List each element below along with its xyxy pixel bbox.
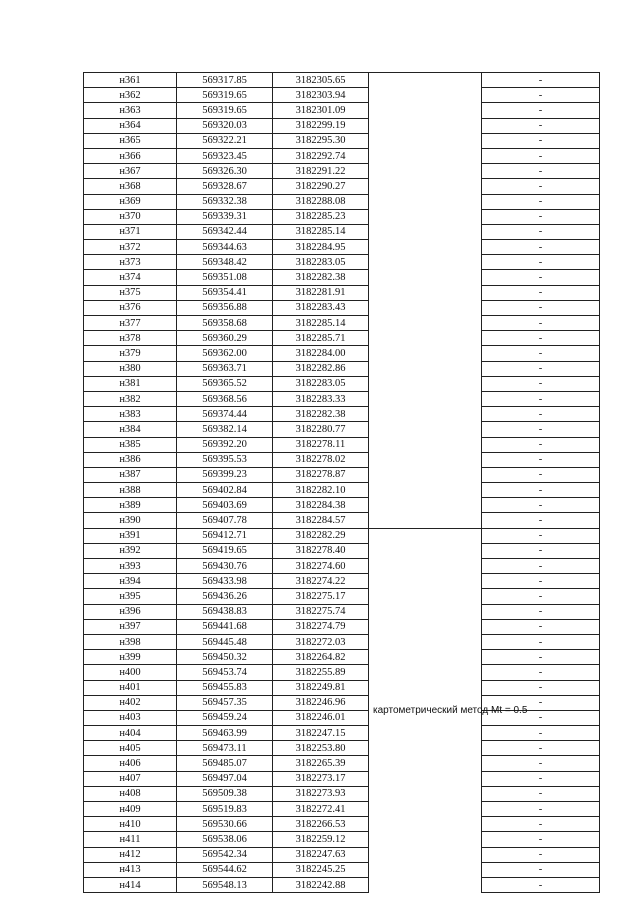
accuracy-cell: - <box>482 741 600 756</box>
y-coordinate-cell: 3182265.39 <box>273 756 369 771</box>
x-coordinate-cell: 569332.38 <box>177 194 273 209</box>
accuracy-cell: - <box>482 452 600 467</box>
point-id-cell: н365 <box>84 133 177 148</box>
accuracy-cell: - <box>482 877 600 892</box>
y-coordinate-cell: 3182292.74 <box>273 148 369 163</box>
point-id-cell: н403 <box>84 710 177 725</box>
point-id-cell: н411 <box>84 832 177 847</box>
table-row <box>84 771 600 786</box>
point-id-cell: н371 <box>84 224 177 239</box>
y-coordinate-cell: 3182281.91 <box>273 285 369 300</box>
accuracy-cell: - <box>482 224 600 239</box>
x-coordinate-cell: 569356.88 <box>177 300 273 315</box>
accuracy-cell: - <box>482 634 600 649</box>
x-coordinate-cell: 569344.63 <box>177 240 273 255</box>
accuracy-cell: - <box>482 695 600 710</box>
y-coordinate-cell: 3182283.33 <box>273 391 369 406</box>
y-coordinate-cell: 3182284.00 <box>273 346 369 361</box>
accuracy-cell: - <box>482 391 600 406</box>
accuracy-cell: - <box>482 407 600 422</box>
point-id-cell: н393 <box>84 559 177 574</box>
y-coordinate-cell: 3182285.14 <box>273 224 369 239</box>
table-row <box>84 118 600 133</box>
y-coordinate-cell: 3182245.25 <box>273 862 369 877</box>
table-row <box>84 224 600 239</box>
table-row <box>84 634 600 649</box>
table-row <box>84 650 600 665</box>
y-coordinate-cell: 3182278.11 <box>273 437 369 452</box>
x-coordinate-cell: 569363.71 <box>177 361 273 376</box>
x-coordinate-cell: 569544.62 <box>177 862 273 877</box>
x-coordinate-cell: 569473.11 <box>177 741 273 756</box>
coordinates-table-body <box>84 73 600 893</box>
y-coordinate-cell: 3182274.22 <box>273 574 369 589</box>
x-coordinate-cell: 569403.69 <box>177 498 273 513</box>
point-id-cell: н370 <box>84 209 177 224</box>
accuracy-cell: - <box>482 88 600 103</box>
y-coordinate-cell: 3182274.79 <box>273 619 369 634</box>
accuracy-cell: - <box>482 726 600 741</box>
y-coordinate-cell: 3182246.01 <box>273 710 369 725</box>
x-coordinate-cell: 569530.66 <box>177 817 273 832</box>
point-id-cell: н413 <box>84 862 177 877</box>
table-row <box>84 543 600 558</box>
y-coordinate-cell: 3182284.95 <box>273 240 369 255</box>
table-row <box>84 209 600 224</box>
y-coordinate-cell: 3182255.89 <box>273 665 369 680</box>
y-coordinate-cell: 3182249.81 <box>273 680 369 695</box>
y-coordinate-cell: 3182272.03 <box>273 634 369 649</box>
method-cell-upper <box>369 73 482 529</box>
x-coordinate-cell: 569392.20 <box>177 437 273 452</box>
table-row <box>84 726 600 741</box>
x-coordinate-cell: 569430.76 <box>177 559 273 574</box>
point-id-cell: н384 <box>84 422 177 437</box>
x-coordinate-cell: 569453.74 <box>177 665 273 680</box>
accuracy-cell: - <box>482 73 600 88</box>
point-id-cell: н399 <box>84 650 177 665</box>
point-id-cell: н410 <box>84 817 177 832</box>
x-coordinate-cell: 569395.53 <box>177 452 273 467</box>
accuracy-cell: - <box>482 194 600 209</box>
accuracy-cell: - <box>482 300 600 315</box>
accuracy-cell: - <box>482 346 600 361</box>
accuracy-cell: - <box>482 270 600 285</box>
point-id-cell: н378 <box>84 331 177 346</box>
accuracy-cell: - <box>482 513 600 528</box>
accuracy-cell: - <box>482 543 600 558</box>
x-coordinate-cell: 569548.13 <box>177 877 273 892</box>
x-coordinate-cell: 569497.04 <box>177 771 273 786</box>
x-coordinate-cell: 569509.38 <box>177 786 273 801</box>
accuracy-cell: - <box>482 802 600 817</box>
accuracy-cell: - <box>482 133 600 148</box>
y-coordinate-cell: 3182259.12 <box>273 832 369 847</box>
point-id-cell: н414 <box>84 877 177 892</box>
point-id-cell: н361 <box>84 73 177 88</box>
x-coordinate-cell: 569485.07 <box>177 756 273 771</box>
x-coordinate-cell: 569399.23 <box>177 467 273 482</box>
point-id-cell: н408 <box>84 786 177 801</box>
point-id-cell: н367 <box>84 164 177 179</box>
point-id-cell: н405 <box>84 741 177 756</box>
table-row <box>84 756 600 771</box>
y-coordinate-cell: 3182299.19 <box>273 118 369 133</box>
accuracy-cell: - <box>482 574 600 589</box>
point-id-cell: н391 <box>84 528 177 543</box>
y-coordinate-cell: 3182275.17 <box>273 589 369 604</box>
y-coordinate-cell: 3182246.96 <box>273 695 369 710</box>
table-row <box>84 407 600 422</box>
accuracy-cell: - <box>482 604 600 619</box>
point-id-cell: н409 <box>84 802 177 817</box>
point-id-cell: н375 <box>84 285 177 300</box>
point-id-cell: н394 <box>84 574 177 589</box>
point-id-cell: н362 <box>84 88 177 103</box>
y-coordinate-cell: 3182284.57 <box>273 513 369 528</box>
table-row <box>84 285 600 300</box>
table-row <box>84 589 600 604</box>
accuracy-cell: - <box>482 650 600 665</box>
y-coordinate-cell: 3182282.38 <box>273 270 369 285</box>
y-coordinate-cell: 3182282.38 <box>273 407 369 422</box>
table-row <box>84 467 600 482</box>
y-coordinate-cell: 3182290.27 <box>273 179 369 194</box>
table-row <box>84 619 600 634</box>
x-coordinate-cell: 569360.29 <box>177 331 273 346</box>
accuracy-cell: - <box>482 710 600 725</box>
y-coordinate-cell: 3182273.17 <box>273 771 369 786</box>
accuracy-cell: - <box>482 437 600 452</box>
table-row <box>84 331 600 346</box>
table-row <box>84 422 600 437</box>
y-coordinate-cell: 3182283.05 <box>273 376 369 391</box>
table-row <box>84 862 600 877</box>
point-id-cell: н377 <box>84 316 177 331</box>
accuracy-cell: - <box>482 148 600 163</box>
point-id-cell: н401 <box>84 680 177 695</box>
y-coordinate-cell: 3182288.08 <box>273 194 369 209</box>
table-row <box>84 680 600 695</box>
point-id-cell: н379 <box>84 346 177 361</box>
table-row <box>84 179 600 194</box>
y-coordinate-cell: 3182247.15 <box>273 726 369 741</box>
table-row <box>84 194 600 209</box>
x-coordinate-cell: 569339.31 <box>177 209 273 224</box>
y-coordinate-cell: 3182266.53 <box>273 817 369 832</box>
accuracy-cell: - <box>482 483 600 498</box>
table-row <box>84 741 600 756</box>
point-id-cell: н383 <box>84 407 177 422</box>
accuracy-cell: - <box>482 771 600 786</box>
table-row <box>84 103 600 118</box>
y-coordinate-cell: 3182283.43 <box>273 300 369 315</box>
point-id-cell: н388 <box>84 483 177 498</box>
accuracy-cell: - <box>482 361 600 376</box>
point-id-cell: н389 <box>84 498 177 513</box>
accuracy-cell: - <box>482 528 600 543</box>
accuracy-cell: - <box>482 619 600 634</box>
x-coordinate-cell: 569438.83 <box>177 604 273 619</box>
point-id-cell: н381 <box>84 376 177 391</box>
accuracy-cell: - <box>482 862 600 877</box>
accuracy-cell: - <box>482 331 600 346</box>
x-coordinate-cell: 569412.71 <box>177 528 273 543</box>
x-coordinate-cell: 569368.56 <box>177 391 273 406</box>
x-coordinate-cell: 569328.67 <box>177 179 273 194</box>
table-row <box>84 786 600 801</box>
y-coordinate-cell: 3182247.63 <box>273 847 369 862</box>
coordinates-sheet <box>83 72 599 893</box>
point-id-cell: н366 <box>84 148 177 163</box>
table-row <box>84 802 600 817</box>
point-id-cell: н363 <box>84 103 177 118</box>
table-row <box>84 877 600 892</box>
y-coordinate-cell: 3182285.23 <box>273 209 369 224</box>
x-coordinate-cell: 569351.08 <box>177 270 273 285</box>
table-row <box>84 832 600 847</box>
accuracy-cell: - <box>482 240 600 255</box>
accuracy-cell: - <box>482 103 600 118</box>
accuracy-cell: - <box>482 756 600 771</box>
point-id-cell: н368 <box>84 179 177 194</box>
y-coordinate-cell: 3182282.29 <box>273 528 369 543</box>
x-coordinate-cell: 569362.00 <box>177 346 273 361</box>
point-id-cell: н404 <box>84 726 177 741</box>
accuracy-cell: - <box>482 118 600 133</box>
x-coordinate-cell: 569374.44 <box>177 407 273 422</box>
x-coordinate-cell: 569433.98 <box>177 574 273 589</box>
x-coordinate-cell: 569323.45 <box>177 148 273 163</box>
accuracy-cell: - <box>482 832 600 847</box>
table-row <box>84 270 600 285</box>
point-id-cell: н382 <box>84 391 177 406</box>
accuracy-cell: - <box>482 376 600 391</box>
x-coordinate-cell: 569319.65 <box>177 103 273 118</box>
y-coordinate-cell: 3182283.05 <box>273 255 369 270</box>
accuracy-cell: - <box>482 498 600 513</box>
table-row <box>84 513 600 528</box>
x-coordinate-cell: 569463.99 <box>177 726 273 741</box>
x-coordinate-cell: 569441.68 <box>177 619 273 634</box>
point-id-cell: н397 <box>84 619 177 634</box>
table-row <box>84 452 600 467</box>
y-coordinate-cell: 3182303.94 <box>273 88 369 103</box>
y-coordinate-cell: 3182285.71 <box>273 331 369 346</box>
accuracy-cell: - <box>482 467 600 482</box>
point-id-cell: н398 <box>84 634 177 649</box>
x-coordinate-cell: 569450.32 <box>177 650 273 665</box>
x-coordinate-cell: 569342.44 <box>177 224 273 239</box>
y-coordinate-cell: 3182280.77 <box>273 422 369 437</box>
accuracy-cell: - <box>482 786 600 801</box>
table-row <box>84 255 600 270</box>
accuracy-cell: - <box>482 680 600 695</box>
x-coordinate-cell: 569365.52 <box>177 376 273 391</box>
x-coordinate-cell: 569402.84 <box>177 483 273 498</box>
point-id-cell: н392 <box>84 543 177 558</box>
method-cell-lower <box>369 528 528 893</box>
accuracy-cell: - <box>482 422 600 437</box>
y-coordinate-cell: 3182291.22 <box>273 164 369 179</box>
y-coordinate-cell: 3182282.10 <box>273 483 369 498</box>
table-row <box>84 528 600 543</box>
point-id-cell: н406 <box>84 756 177 771</box>
x-coordinate-cell: 569455.83 <box>177 680 273 695</box>
accuracy-cell: - <box>482 589 600 604</box>
point-id-cell: н390 <box>84 513 177 528</box>
y-coordinate-cell: 3182242.88 <box>273 877 369 892</box>
y-coordinate-cell: 3182274.60 <box>273 559 369 574</box>
table-row <box>84 376 600 391</box>
table-row <box>84 164 600 179</box>
y-coordinate-cell: 3182278.87 <box>273 467 369 482</box>
x-coordinate-cell: 569322.21 <box>177 133 273 148</box>
x-coordinate-cell: 569317.85 <box>177 73 273 88</box>
point-id-cell: н385 <box>84 437 177 452</box>
y-coordinate-cell: 3182282.86 <box>273 361 369 376</box>
table-row <box>84 240 600 255</box>
coordinates-table <box>83 72 600 893</box>
accuracy-cell: - <box>482 179 600 194</box>
table-row <box>84 559 600 574</box>
point-id-cell: н412 <box>84 847 177 862</box>
y-coordinate-cell: 3182253.80 <box>273 741 369 756</box>
point-id-cell: н374 <box>84 270 177 285</box>
accuracy-cell: - <box>482 209 600 224</box>
table-row <box>84 817 600 832</box>
y-coordinate-cell: 3182284.38 <box>273 498 369 513</box>
x-coordinate-cell: 569319.65 <box>177 88 273 103</box>
y-coordinate-cell: 3182278.02 <box>273 452 369 467</box>
point-id-cell: н400 <box>84 665 177 680</box>
x-coordinate-cell: 569445.48 <box>177 634 273 649</box>
y-coordinate-cell: 3182305.65 <box>273 73 369 88</box>
y-coordinate-cell: 3182278.40 <box>273 543 369 558</box>
table-row <box>84 316 600 331</box>
point-id-cell: н376 <box>84 300 177 315</box>
table-row <box>84 665 600 680</box>
table-row <box>84 847 600 862</box>
point-id-cell: н380 <box>84 361 177 376</box>
point-id-cell: н386 <box>84 452 177 467</box>
table-row <box>84 604 600 619</box>
x-coordinate-cell: 569358.68 <box>177 316 273 331</box>
accuracy-cell: - <box>482 285 600 300</box>
table-row <box>84 73 600 88</box>
table-row <box>84 391 600 406</box>
method-text-lower: картометрический метод Mt = 0.5 <box>373 705 528 717</box>
table-row <box>84 133 600 148</box>
x-coordinate-cell: 569354.41 <box>177 285 273 300</box>
x-coordinate-cell: 569407.78 <box>177 513 273 528</box>
y-coordinate-cell: 3182295.30 <box>273 133 369 148</box>
point-id-cell: н395 <box>84 589 177 604</box>
table-row <box>84 361 600 376</box>
point-id-cell: н396 <box>84 604 177 619</box>
accuracy-cell: - <box>482 164 600 179</box>
x-coordinate-cell: 569538.06 <box>177 832 273 847</box>
x-coordinate-cell: 569382.14 <box>177 422 273 437</box>
point-id-cell: н372 <box>84 240 177 255</box>
x-coordinate-cell: 569542.34 <box>177 847 273 862</box>
x-coordinate-cell: 569326.30 <box>177 164 273 179</box>
x-coordinate-cell: 569436.26 <box>177 589 273 604</box>
y-coordinate-cell: 3182273.93 <box>273 786 369 801</box>
y-coordinate-cell: 3182301.09 <box>273 103 369 118</box>
y-coordinate-cell: 3182272.41 <box>273 802 369 817</box>
point-id-cell: н402 <box>84 695 177 710</box>
accuracy-cell: - <box>482 817 600 832</box>
table-row <box>84 346 600 361</box>
point-id-cell: н364 <box>84 118 177 133</box>
x-coordinate-cell: 569459.24 <box>177 710 273 725</box>
accuracy-cell: - <box>482 559 600 574</box>
table-row <box>84 483 600 498</box>
table-row <box>84 148 600 163</box>
y-coordinate-cell: 3182264.82 <box>273 650 369 665</box>
y-coordinate-cell: 3182275.74 <box>273 604 369 619</box>
x-coordinate-cell: 569419.65 <box>177 543 273 558</box>
accuracy-cell: - <box>482 316 600 331</box>
accuracy-cell: - <box>482 665 600 680</box>
accuracy-cell: - <box>482 847 600 862</box>
point-id-cell: н387 <box>84 467 177 482</box>
point-id-cell: н369 <box>84 194 177 209</box>
point-id-cell: н407 <box>84 771 177 786</box>
table-row <box>84 300 600 315</box>
table-row <box>84 88 600 103</box>
y-coordinate-cell: 3182285.14 <box>273 316 369 331</box>
x-coordinate-cell: 569519.83 <box>177 802 273 817</box>
x-coordinate-cell: 569348.42 <box>177 255 273 270</box>
x-coordinate-cell: 569457.35 <box>177 695 273 710</box>
accuracy-cell: - <box>482 255 600 270</box>
table-row <box>84 498 600 513</box>
x-coordinate-cell: 569320.03 <box>177 118 273 133</box>
point-id-cell: н373 <box>84 255 177 270</box>
table-row <box>84 574 600 589</box>
table-row <box>84 437 600 452</box>
